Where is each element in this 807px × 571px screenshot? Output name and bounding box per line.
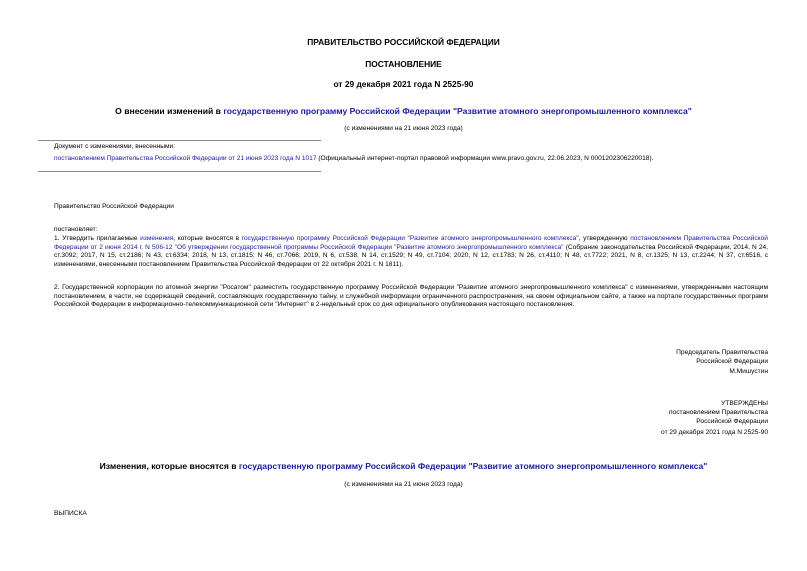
changes-link[interactable]: изменения <box>140 235 174 242</box>
decides-line: постановляет: <box>54 226 98 233</box>
title-program-link[interactable]: государственную программу Российской Федерации "Развитие атомного энергопромышленного комплекса" <box>223 106 692 116</box>
p1-text-d: (Собрание законодательства Российской Федерации, 2014, N 24, ст.3092; 2017, N 15, ст.2186; N 43, ст.6334; 2018, N 13, ст.1815; N 46, ст.7066; 2019, N 6, ст.538; N 14, ст.1529; N 49, ст.7104; 2020, N 12, ст.1783; N 26, ст.4110; N 48, ст.7722; 2021, N 8, ст.1325; N 13, ст.2244; N 37, ст.6516, с изменениями, внесенными постановлением Правительства Российской Федерации от 22 октября 2021 г. N 1811). <box>54 243 769 268</box>
changes-edition-note: (с изменениями на 21 июня 2023 года) <box>344 481 463 488</box>
doc-type-heading: ПОСТАНОВЛЕНИЕ <box>365 59 442 69</box>
government-line: Правительство Российской Федерации <box>54 203 174 210</box>
doc-info-label: Документ с изменениями, внесенными: <box>54 143 176 150</box>
amending-decree-link[interactable]: постановлением Правительства Российской Федерации от 21 июня 2023 года N 1017 <box>54 155 317 162</box>
paragraph-2: 2. Государственной корпорации по атомной энергии "Росатом" разместить государственную программу Российской Федерации "Развитие атомного энергопромышленного комплекса" с изменениями, утвержденными настоящим постановлением, в части, не содержащей сведений, составляющих государственную тайну, и служебной информации ограниченного распространения, на своем официальном сайте, а также на портале государственных программ Российской Федерации в информационно-телекоммуникационной сети "Интернет" в 2-недельный срок со дня официального опубликования настоящего постановления. <box>54 284 768 309</box>
title-prefix: О внесении изменений в <box>115 106 224 116</box>
decree-2014-link[interactable]: постановлением Правительства Российской Федерации от 2 июня 2014 г. N 506-12 "Об утверждении государственной программы Российской Федерации "Развитие атомного энергопромышленного комплекса" <box>54 235 768 251</box>
doc-info-line <box>54 155 774 164</box>
signature-name: М.Мишустин <box>729 368 768 375</box>
edition-note: (с изменениями на 21 июня 2023 года) <box>344 125 463 132</box>
changes-program-link[interactable]: государственную программу Российской Федерации "Развитие атомного энергопромышленного комплекса" <box>238 461 708 471</box>
approved-by: постановлением Правительства <box>668 409 768 416</box>
divider-top <box>38 140 321 141</box>
approved-label: УТВЕРЖДЕНЫ <box>721 400 768 407</box>
program-link[interactable]: государственную программу Российской Федерации "Развитие атомного энергопромышленного комплекса" <box>241 235 579 242</box>
date-number-heading: от 29 декабря 2021 года N 2525-90 <box>333 79 474 89</box>
p1-text-c: , утвержденную <box>578 235 631 242</box>
document-title <box>0 106 807 116</box>
approved-date: от 29 декабря 2021 года N 2525-90 <box>661 429 768 436</box>
doc-info-rest: (Официальный интернет-портал правовой информации www.pravo.gov.ru, 22.06.2023, N 0001202306220018). <box>316 155 654 162</box>
changes-title <box>0 461 807 471</box>
org-heading: ПРАВИТЕЛЬСТВО РОССИЙСКОЙ ФЕДЕРАЦИИ <box>307 37 500 47</box>
p1-text-a: 1. Утвердить прилагаемые <box>54 235 141 242</box>
changes-prefix: Изменения, которые вносятся в <box>99 461 239 471</box>
divider-bottom <box>38 171 321 172</box>
paragraph-1 <box>54 235 768 269</box>
signature-org: Российской Федерации <box>696 358 768 365</box>
extract-label: ВЫПИСКА <box>54 510 87 517</box>
approved-org: Российской Федерации <box>696 418 768 425</box>
signature-title: Председатель Правительства <box>676 349 768 356</box>
p1-text-b: , которые вносятся в <box>173 235 242 242</box>
